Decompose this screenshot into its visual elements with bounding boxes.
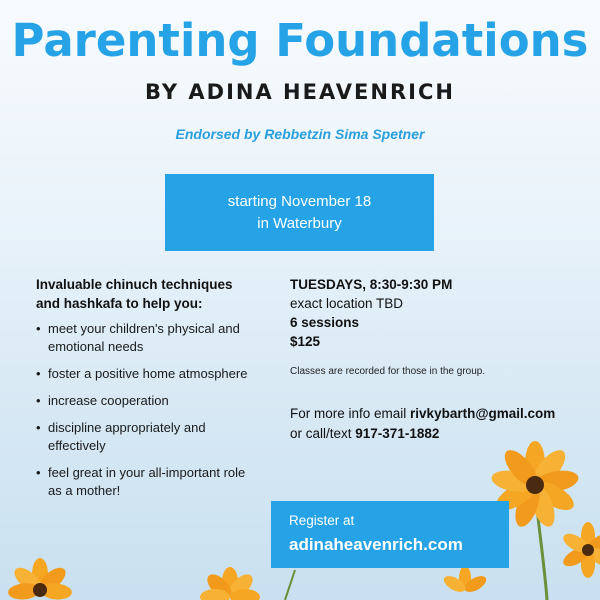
start-date-text: starting November 18	[227, 192, 372, 210]
flower-decoration-bottom-center	[190, 565, 310, 600]
author-byline: BY ADINA HEAVENRICH	[145, 80, 455, 104]
phone-number[interactable]: 917-371-1882	[355, 426, 440, 441]
benefit-item	[36, 320, 276, 356]
benefit-line: effectively	[48, 438, 106, 453]
endorsement-text: Endorsed by Rebbetzin Sima Spetner	[175, 126, 425, 142]
recorded-note: Classes are recorded for those in the group.	[290, 366, 486, 377]
location-text: exact location TBD	[290, 296, 404, 311]
benefit-line: • discipline appropriately and	[48, 420, 206, 435]
register-label: Register at	[289, 513, 355, 528]
intro-heading	[36, 275, 276, 313]
sessions-text: 6 sessions	[290, 315, 360, 330]
benefit-line: • foster a positive home atmosphere	[48, 366, 248, 381]
email-line	[290, 404, 590, 424]
email-prefix: For more info email	[290, 406, 411, 421]
phone-prefix: or call/text	[290, 426, 356, 441]
register-link[interactable]: adinaheavenrich.com	[289, 535, 463, 554]
start-location-text: in Waterbury	[257, 214, 342, 232]
benefit-line: • increase cooperation	[48, 393, 169, 408]
intro-line-1: Invaluable chinuch techniques	[36, 277, 233, 292]
benefit-item	[36, 392, 276, 410]
benefit-line: emotional needs	[48, 339, 144, 354]
benefit-line: as a mother!	[48, 483, 121, 498]
register-box[interactable]	[271, 501, 509, 568]
phone-line	[290, 424, 590, 444]
benefit-line: • meet your children's physical and	[48, 321, 240, 336]
contact-info	[290, 404, 590, 444]
benefit-item	[36, 464, 276, 500]
email-link[interactable]: rivkybarth@gmail.com	[410, 406, 556, 421]
benefit-item	[36, 419, 276, 455]
price-text: $125	[290, 334, 321, 349]
start-date-box	[165, 174, 434, 251]
intro-line-2: and hashkafa to help you:	[36, 296, 203, 311]
course-details	[290, 275, 590, 351]
page-title: Parenting Foundations	[11, 14, 589, 67]
benefit-line: • feel great in your all-important role	[48, 465, 246, 480]
benefits-list	[36, 320, 276, 509]
flower-decoration-bottom-right	[560, 520, 600, 600]
flower-decoration-bottom-left	[0, 555, 130, 600]
schedule-text: TUESDAYS, 8:30-9:30 PM	[290, 277, 453, 292]
benefit-item	[36, 365, 276, 383]
